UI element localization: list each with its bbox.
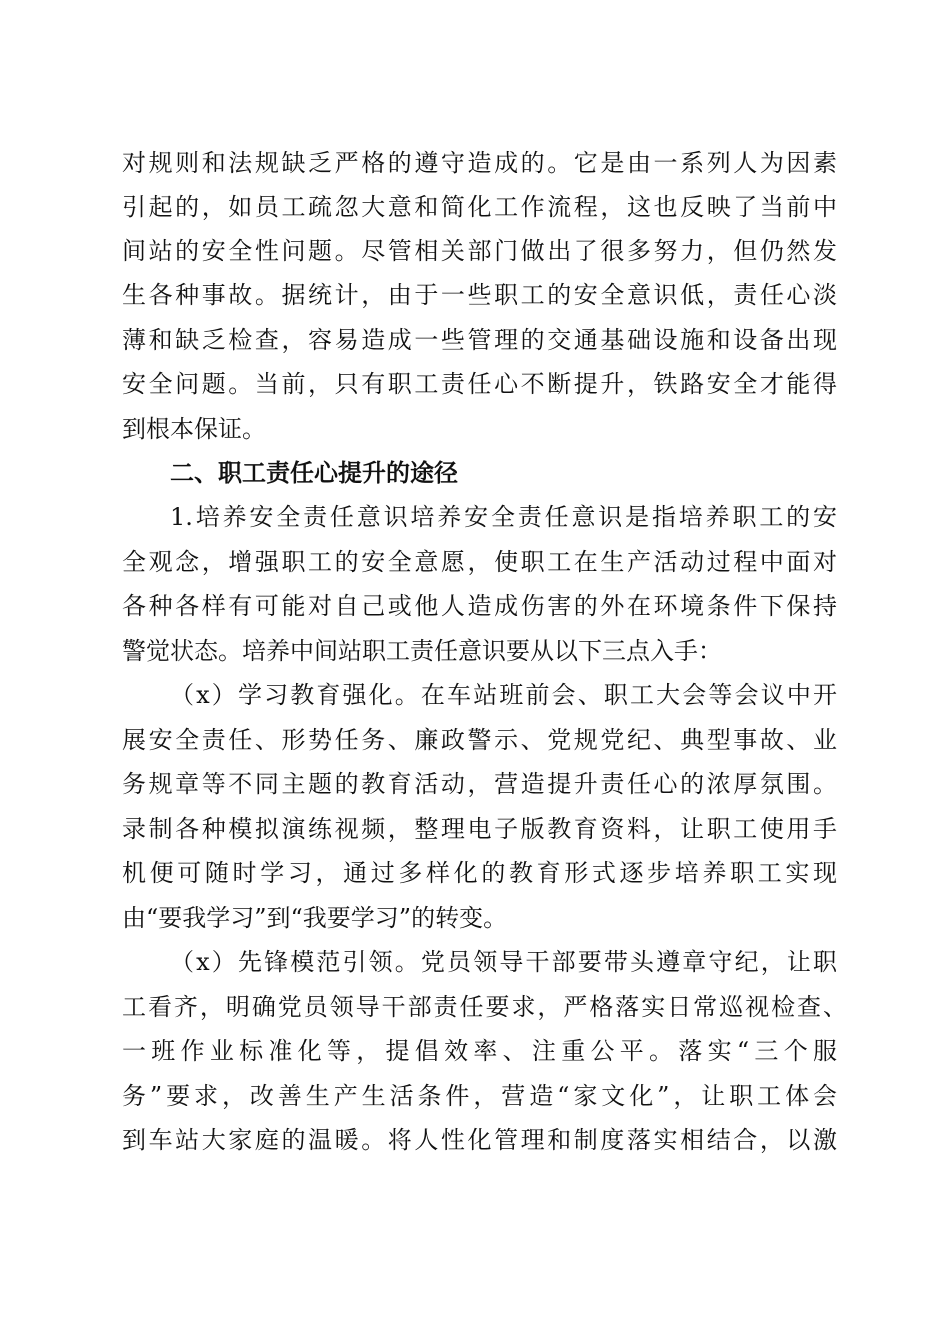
text-line: 1.培养安全责任意识培养安全责任意识是指培养职工的安 (170, 503, 837, 531)
text-line: （x）学习教育强化。在车站班前会、职工大会等会议中开 (170, 681, 837, 709)
text-line: 对规则和法规缺乏严格的遵守造成的。它是由一系列人为因素 (122, 149, 837, 177)
text-line: 机便可随时学习，通过多样化的教育形式逐步培养职工实现 (122, 859, 837, 887)
text-line: 务规章等不同主题的教育活动，营造提升责任心的浓厚氛围。 (122, 770, 837, 798)
text-line: 间站的安全性问题。尽管相关部门做出了很多努力，但仍然发 (122, 237, 837, 265)
text-line: 一班作业标准化等，提倡效率、注重公平。落实“三个服 (122, 1037, 837, 1065)
text-line: 由“要我学习”到“我要学习”的转变。 (122, 904, 508, 932)
text-line: 到根本保证。 (122, 415, 266, 443)
text-line: 生各种事故。据统计，由于一些职工的安全意识低，责任心淡 (122, 281, 837, 309)
text-line: 务”要求，改善生产生活条件，营造“家文化”，让职工体会 (122, 1082, 837, 1110)
text-line: 安全问题。当前，只有职工责任心不断提升，铁路安全才能得 (122, 370, 837, 398)
text-line: 引起的，如员工疏忽大意和简化工作流程，这也反映了当前中 (122, 193, 837, 221)
text-line: 录制各种模拟演练视频，整理电子版教育资料，让职工使用手 (122, 815, 837, 843)
text-line: 展安全责任、形势任务、廉政警示、党规党纪、典型事故、业 (122, 726, 837, 754)
section-heading: 二、职工责任心提升的途径 (170, 459, 458, 487)
text-line: 到车站大家庭的温暖。将人性化管理和制度落实相结合，以激 (122, 1126, 837, 1154)
text-line: （x）先锋模范引领。党员领导干部要带头遵章守纪，让职 (170, 948, 837, 976)
text-line: 全观念，增强职工的安全意愿，使职工在生产活动过程中面对 (122, 548, 837, 576)
text-line: 警觉状态。培养中间站职工责任意识要从以下三点入手： (122, 637, 722, 665)
text-line: 薄和缺乏检查，容易造成一些管理的交通基础设施和设备出现 (122, 326, 837, 354)
text-line: 各种各样有可能对自己或他人造成伤害的外在环境条件下保持 (122, 592, 837, 620)
text-line: 工看齐，明确党员领导干部责任要求，严格落实日常巡视检查、 (122, 993, 847, 1021)
